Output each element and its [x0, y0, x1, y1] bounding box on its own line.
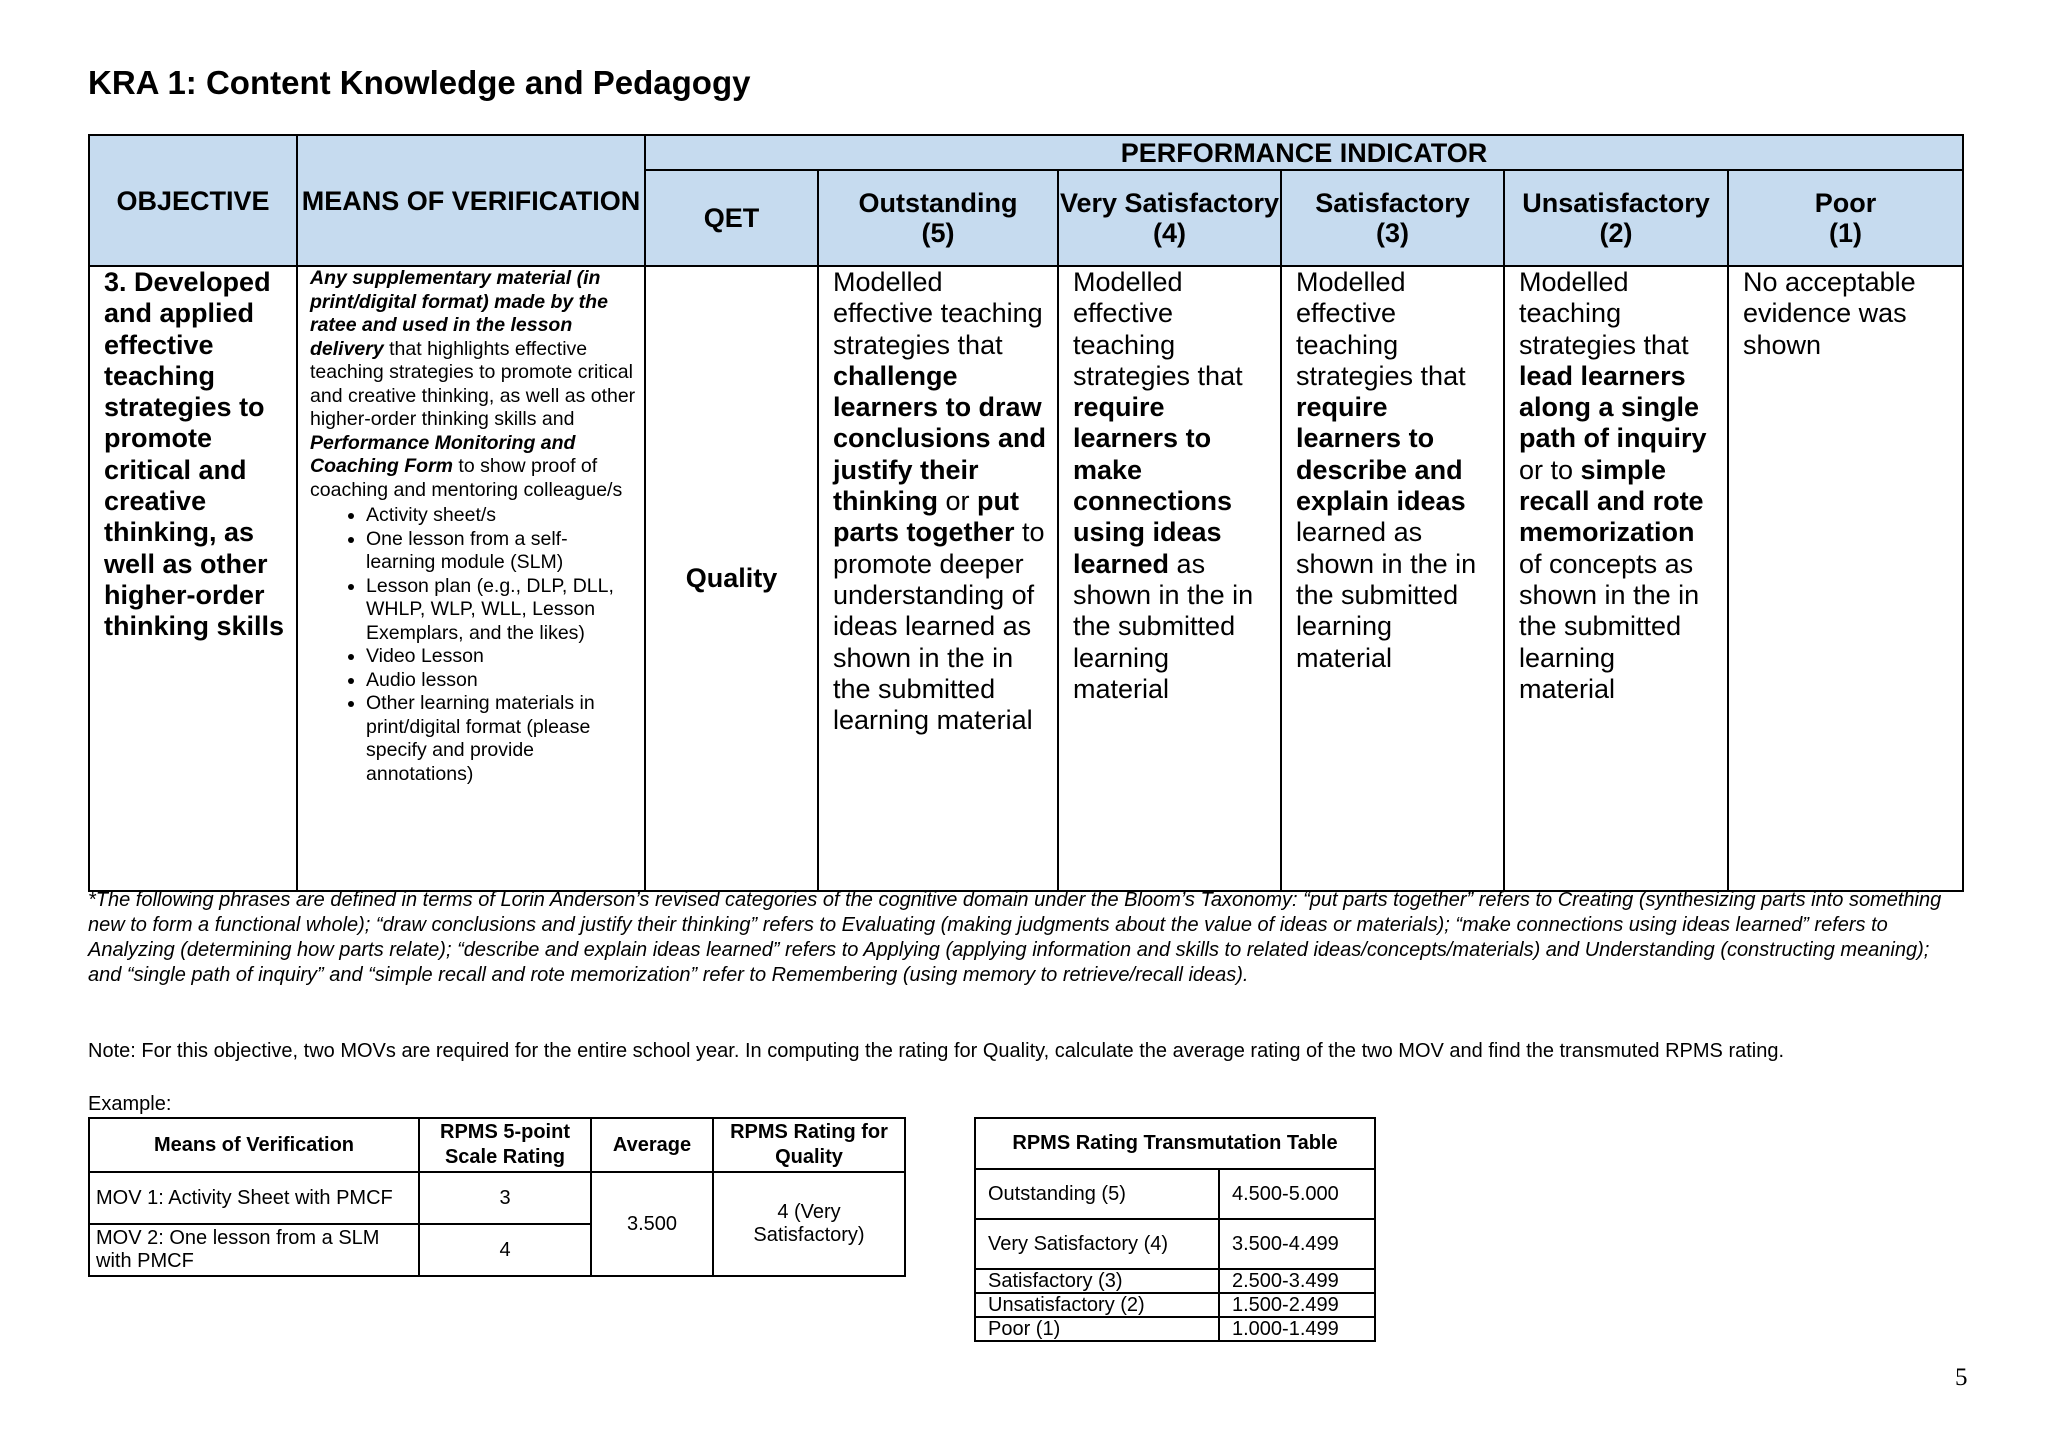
means-of-verification-cell: Any supplementary material (in print/digital format) made by the ratee and used in the lesson delivery that highlights effective teaching strategies to promote critical and creative thinking, as well as other higher-order thinking skills and Performance Monitoring and Coaching Form to show proof of coaching and mentoring colleague/s • Activity sheet/s • One lesson from a self-learning module (SLM) • Lesson plan (e.g., DLP, DLL, WHLP, WLP, WLL, Lesson Exemplars, and the likes) • Video Lesson • Audio lesson • Other learning materials in print/digital format (please specify and provide annotations) — [297, 266, 645, 891]
objective-cell: 3. Developed and applied effective teaching strategies to promote critical and creative thinking, as well as other higher-order thinking skills — [89, 266, 297, 891]
example-label: Example: — [88, 1093, 172, 1115]
indicator-satisfactory: Modelled effective teaching strategies that require learners to describe and explain ideas learned as shown in the in the submitted learning material — [1281, 266, 1504, 891]
header-qet: QET — [645, 170, 818, 266]
header-means-of-verification: MEANS OF VERIFICATION — [297, 135, 645, 266]
header-level-satisfactory: Satisfactory (3) — [1281, 170, 1504, 266]
list-item: • Activity sheet/s — [366, 504, 636, 528]
header-level-very-satisfactory: Very Satisfactory (4) — [1058, 170, 1281, 266]
example-rating-cell: 4 — [419, 1224, 591, 1276]
example-header-scale-rating: RPMS 5-point Scale Rating — [419, 1118, 591, 1172]
mov-list — [310, 504, 636, 786]
table-row — [975, 1169, 1375, 1219]
indicator-unsatisfactory: Modelled teaching strategies that lead learners along a single path of inquiry or to simple recall and rote memorization of concepts as shown in the in the submitted learning material — [1504, 266, 1728, 891]
footnote: *The following phrases are defined in terms of Lorin Anderson’s revised categories of the cognitive domain under the Bloom’s Taxonomy: “put parts together” refers to Creating (synthesizing parts into something new to form a functional whole); “draw conclusions and justify their thinking” refers to Evaluating (making judgments about the value of ideas or materials); “make connections using ideas learned” refers to Analyzing (determining how parts relate); “describe and explain ideas learned” refers to Applying (applying information and skills to related ideas/concepts/materials) and Understanding (constructing meaning); and “single path of inquiry” and “simple recall and rote memorization” refer to Remembering (using memory to retrieve/recall ideas). — [88, 889, 1942, 986]
list-item: • Other learning materials in print/digital format (please specify and provide annotations) — [366, 692, 636, 786]
rating-range: 4.500-5.000 — [1219, 1169, 1375, 1219]
transmutation-table — [974, 1117, 1376, 1342]
list-item: • One lesson from a self-learning module (SLM) — [366, 528, 636, 575]
rating-label: Outstanding (5) — [975, 1169, 1219, 1219]
list-item: • Audio lesson — [366, 669, 636, 693]
example-rating-cell: 3 — [419, 1172, 591, 1224]
indicator-very-satisfactory: Modelled effective teaching strategies that require learners to make connections using ideas learned as shown in the in the submitted learning material — [1058, 266, 1281, 891]
header-level-poor: Poor (1) — [1728, 170, 1963, 266]
indicator-poor: No acceptable evidence was shown — [1728, 266, 1963, 891]
table-row — [975, 1317, 1375, 1341]
page-title: KRA 1: Content Knowledge and Pedagogy — [88, 64, 751, 101]
example-table — [88, 1117, 906, 1277]
example-average-cell: 3.500 — [591, 1172, 713, 1276]
performance-indicator-table — [88, 134, 1964, 892]
rating-range: 3.500-4.499 — [1219, 1219, 1375, 1269]
qet-cell: Quality — [645, 266, 818, 891]
rating-range: 1.500-2.499 — [1219, 1293, 1375, 1317]
example-header-average: Average — [591, 1118, 713, 1172]
header-performance-indicator: PERFORMANCE INDICATOR — [645, 135, 1963, 170]
list-item: • Lesson plan (e.g., DLP, DLL, WHLP, WLP, WLL, Lesson Exemplars, and the likes) — [366, 575, 636, 646]
rating-range: 1.000-1.499 — [1219, 1317, 1375, 1341]
header-objective: OBJECTIVE — [89, 135, 297, 266]
page-number: 5 — [1955, 1364, 1968, 1391]
example-mov-cell: MOV 2: One lesson from a SLM with PMCF — [89, 1224, 419, 1276]
list-item: • Video Lesson — [366, 645, 636, 669]
example-mov-cell: MOV 1: Activity Sheet with PMCF — [89, 1172, 419, 1224]
table-row — [975, 1293, 1375, 1317]
table-row — [975, 1269, 1375, 1293]
example-header-mov: Means of Verification — [89, 1118, 419, 1172]
header-level-outstanding: Outstanding (5) — [818, 170, 1058, 266]
table-row — [89, 1172, 905, 1224]
note-text: Note: For this objective, two MOVs are required for the entire school year. In computing the rating for Quality, calculate the average rating of the two MOV and find the transmuted RPMS rating. — [88, 1040, 1785, 1062]
indicator-outstanding: Modelled effective teaching strategies that challenge learners to draw conclusions and justify their thinking or put parts together to promote deeper understanding of ideas learned as shown in the in the submitted learning material — [818, 266, 1058, 891]
table-row — [975, 1219, 1375, 1269]
rating-range: 2.500-3.499 — [1219, 1269, 1375, 1293]
header-level-unsatisfactory: Unsatisfactory (2) — [1504, 170, 1728, 266]
example-quality-cell: 4 (Very Satisfactory) — [713, 1172, 905, 1276]
rating-label: Very Satisfactory (4) — [975, 1219, 1219, 1269]
rating-label: Satisfactory (3) — [975, 1269, 1219, 1293]
example-header-quality: RPMS Rating for Quality — [713, 1118, 905, 1172]
rating-label: Unsatisfactory (2) — [975, 1293, 1219, 1317]
transmutation-header: RPMS Rating Transmutation Table — [975, 1118, 1375, 1169]
rating-label: Poor (1) — [975, 1317, 1219, 1341]
